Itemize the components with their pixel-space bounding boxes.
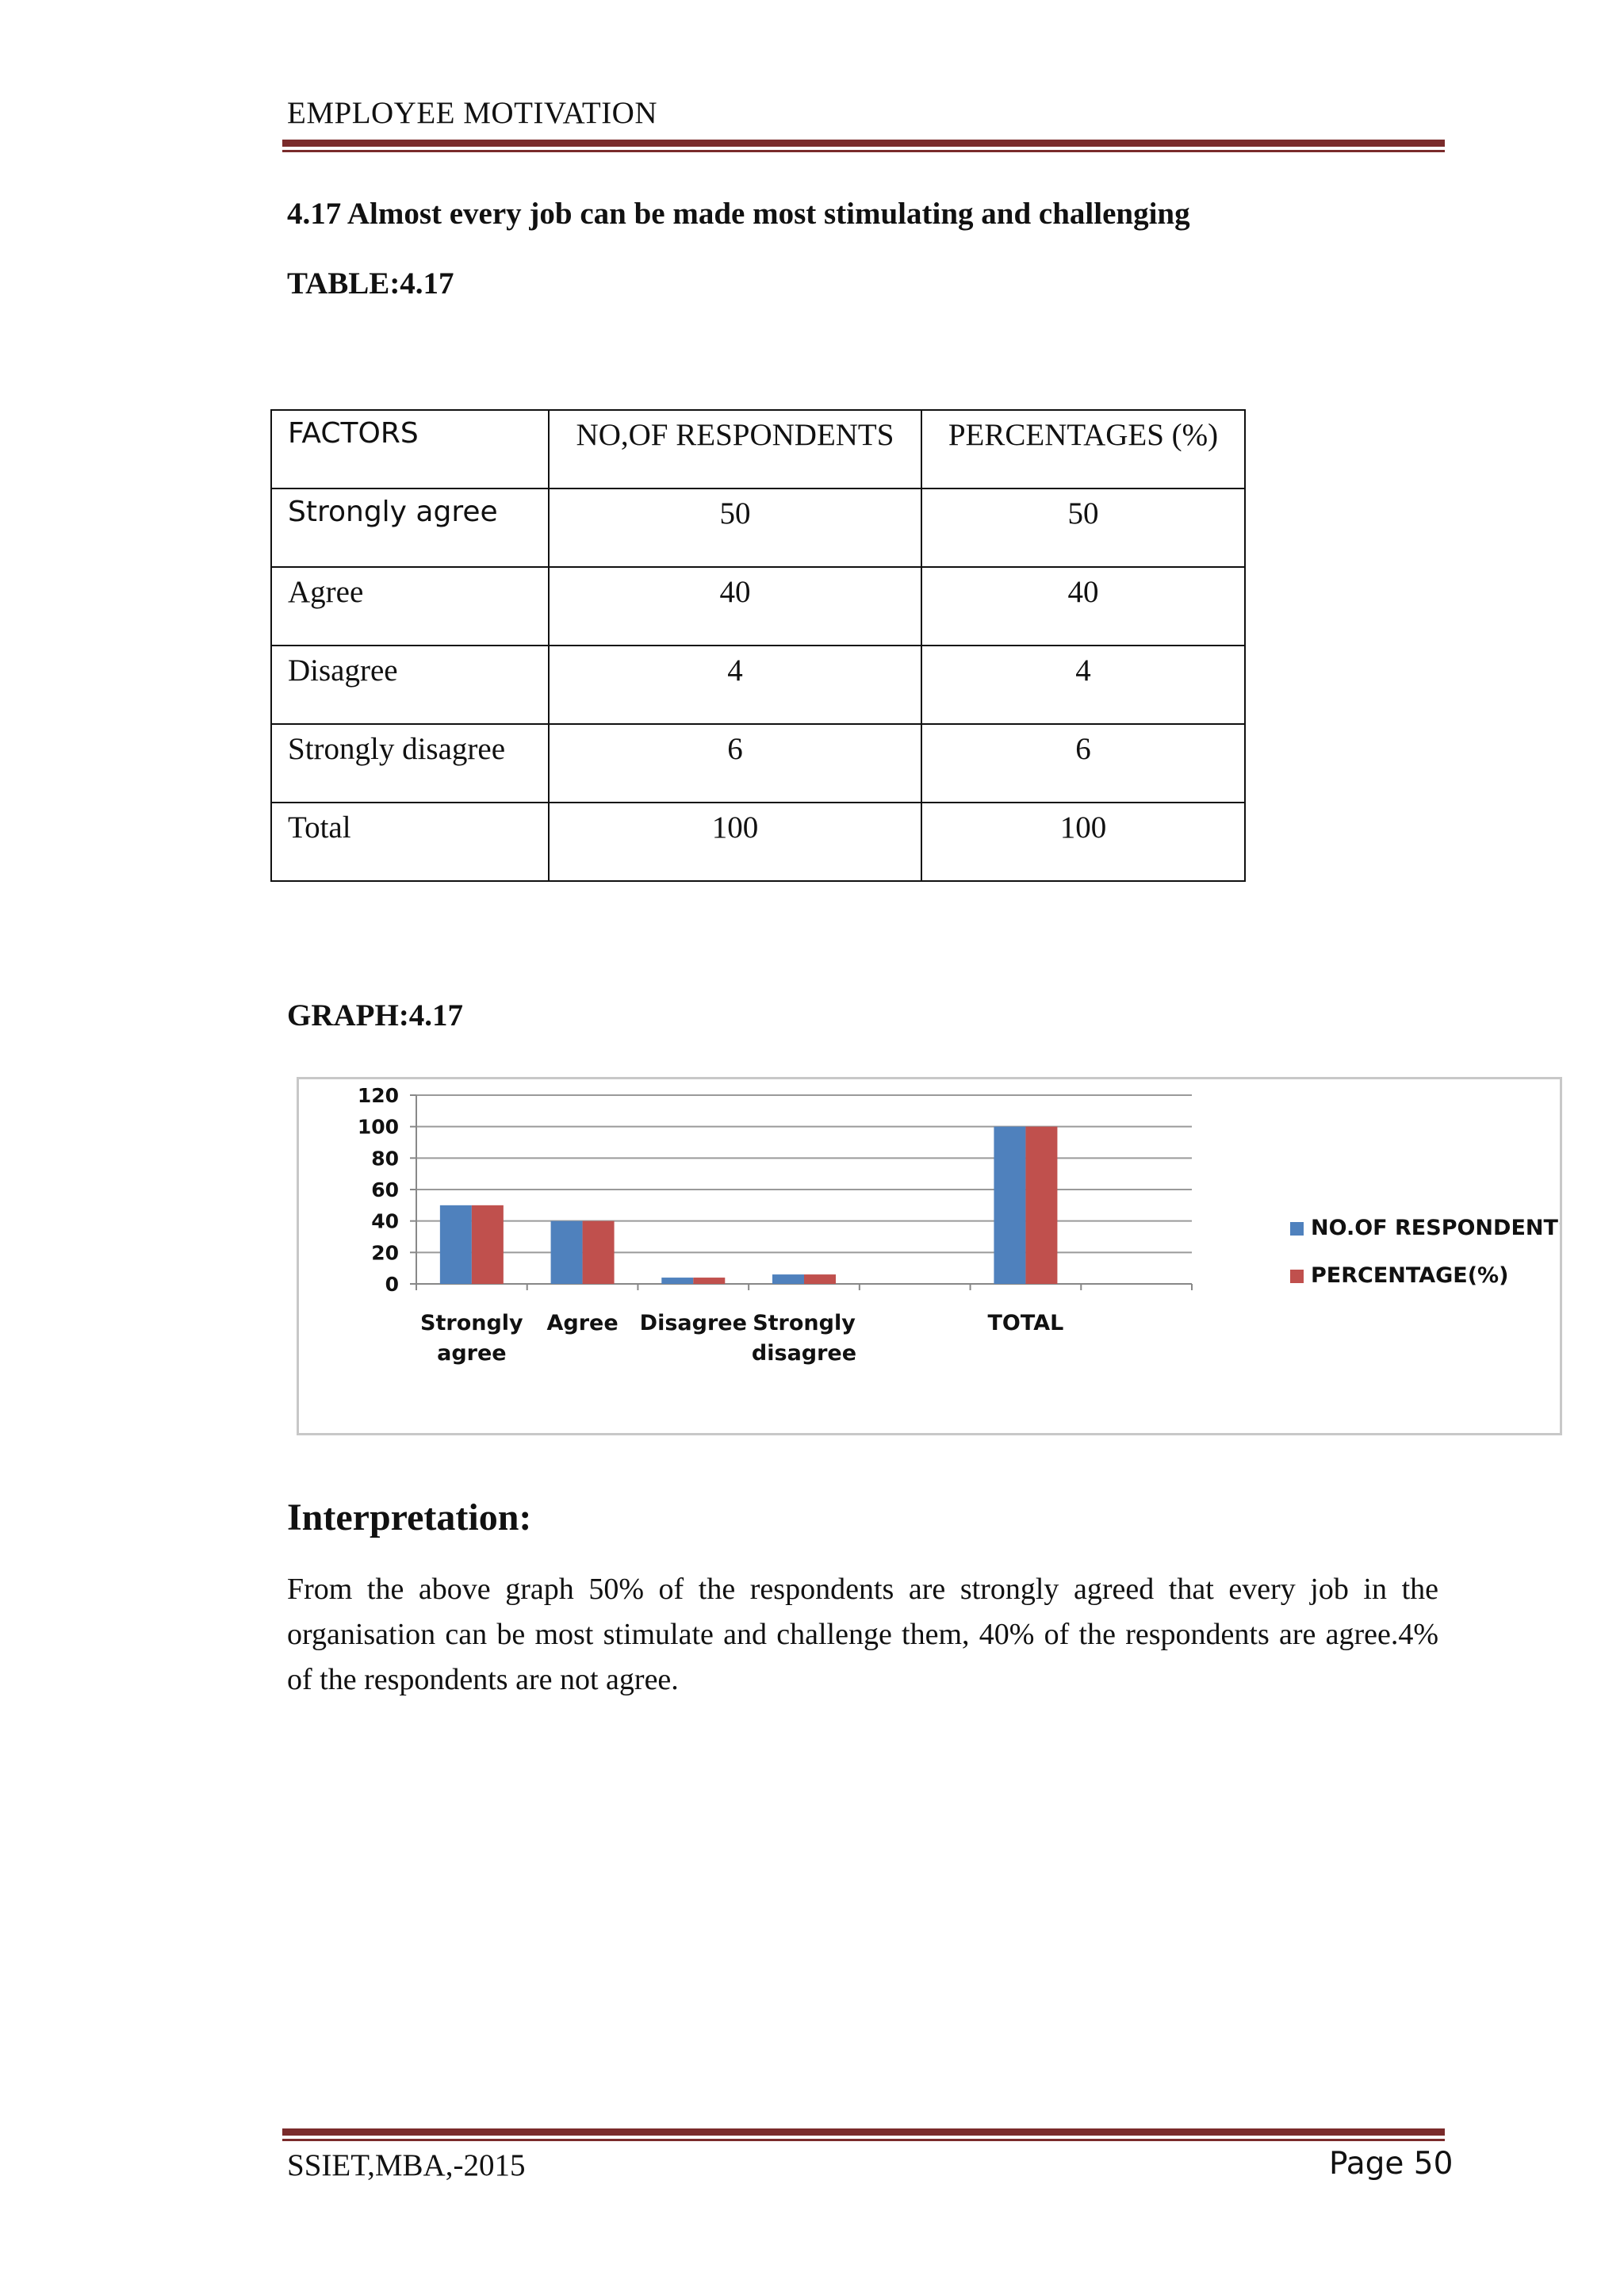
graph-label: GRAPH:4.17 [287,998,464,1033]
x-tick-label: Agree [546,1311,619,1335]
footer-rule [282,2128,1445,2141]
x-tick-label: Disagree [639,1311,747,1335]
bar [661,1278,693,1284]
legend-swatch [1290,1270,1304,1283]
running-header: EMPLOYEE MOTIVATION [287,96,658,130]
table-row [271,724,1245,803]
header-cell: PERCENTAGES (%) [921,410,1245,489]
respondents-table [270,409,1246,882]
respondents-cell: 4 [549,646,921,724]
bar-chart [299,1079,1560,1433]
factor-cell: Strongly disagree [271,724,549,803]
y-tick-label: 40 [371,1209,399,1233]
bar [804,1274,836,1284]
percentage-cell: 40 [921,567,1245,646]
bar [693,1278,725,1284]
bar [472,1205,504,1284]
factor-cell: Agree [271,567,549,646]
table-label: TABLE:4.17 [287,266,454,301]
factor-cell: Disagree [271,646,549,724]
y-tick-label: 60 [371,1178,399,1201]
page-number: Page 50 [1329,2146,1454,2182]
legend-label: NO.OF RESPONDENTS [1311,1216,1560,1240]
y-tick-label: 100 [357,1115,399,1139]
bar [551,1221,583,1284]
bar [772,1274,804,1284]
footer-institution: SSIET,MBA,-2015 [287,2148,526,2182]
header-cell: FACTORS [271,410,549,489]
factor-cell: Strongly agree [271,489,549,567]
header-rule [282,140,1445,152]
interpretation-text: From the above graph 50% of the respondents are strongly agreed that every job in the organisation can be most stimulate and challenge them, 40% of the respondents are agree.4% of the respondents are not agree. [287,1573,1438,1696]
interpretation-title: Interpretation: [287,1496,532,1538]
y-tick-label: 20 [371,1241,399,1265]
y-tick-label: 120 [357,1084,399,1107]
chart-frame [297,1077,1562,1435]
table-row [271,567,1245,646]
table-row [271,803,1245,881]
respondents-cell: 6 [549,724,921,803]
bar [440,1205,472,1284]
y-tick-label: 0 [385,1273,399,1296]
factor-cell: Total [271,803,549,881]
percentage-cell: 4 [921,646,1245,724]
x-tick-label: TOTAL [987,1311,1064,1335]
bar [994,1127,1025,1284]
respondents-cell: 40 [549,567,921,646]
respondents-cell: 100 [549,803,921,881]
x-tick-label: Strongly disagree [751,1311,857,1366]
x-tick-label: Strongly agree [420,1311,523,1366]
bar [1025,1127,1057,1284]
percentage-cell: 100 [921,803,1245,881]
table-row [271,489,1245,567]
respondents-cell: 50 [549,489,921,567]
legend-swatch [1290,1222,1304,1236]
legend-label: PERCENTAGE(%) [1311,1263,1509,1288]
header-cell: NO,OF RESPONDENTS [549,410,921,489]
y-tick-label: 80 [371,1147,399,1170]
percentage-cell: 50 [921,489,1245,567]
table-row [271,646,1245,724]
table-header-row [271,410,1245,489]
section-heading: 4.17 Almost every job can be made most stimulating and challenging [287,197,1190,231]
percentage-cell: 6 [921,724,1245,803]
bar [583,1221,615,1284]
